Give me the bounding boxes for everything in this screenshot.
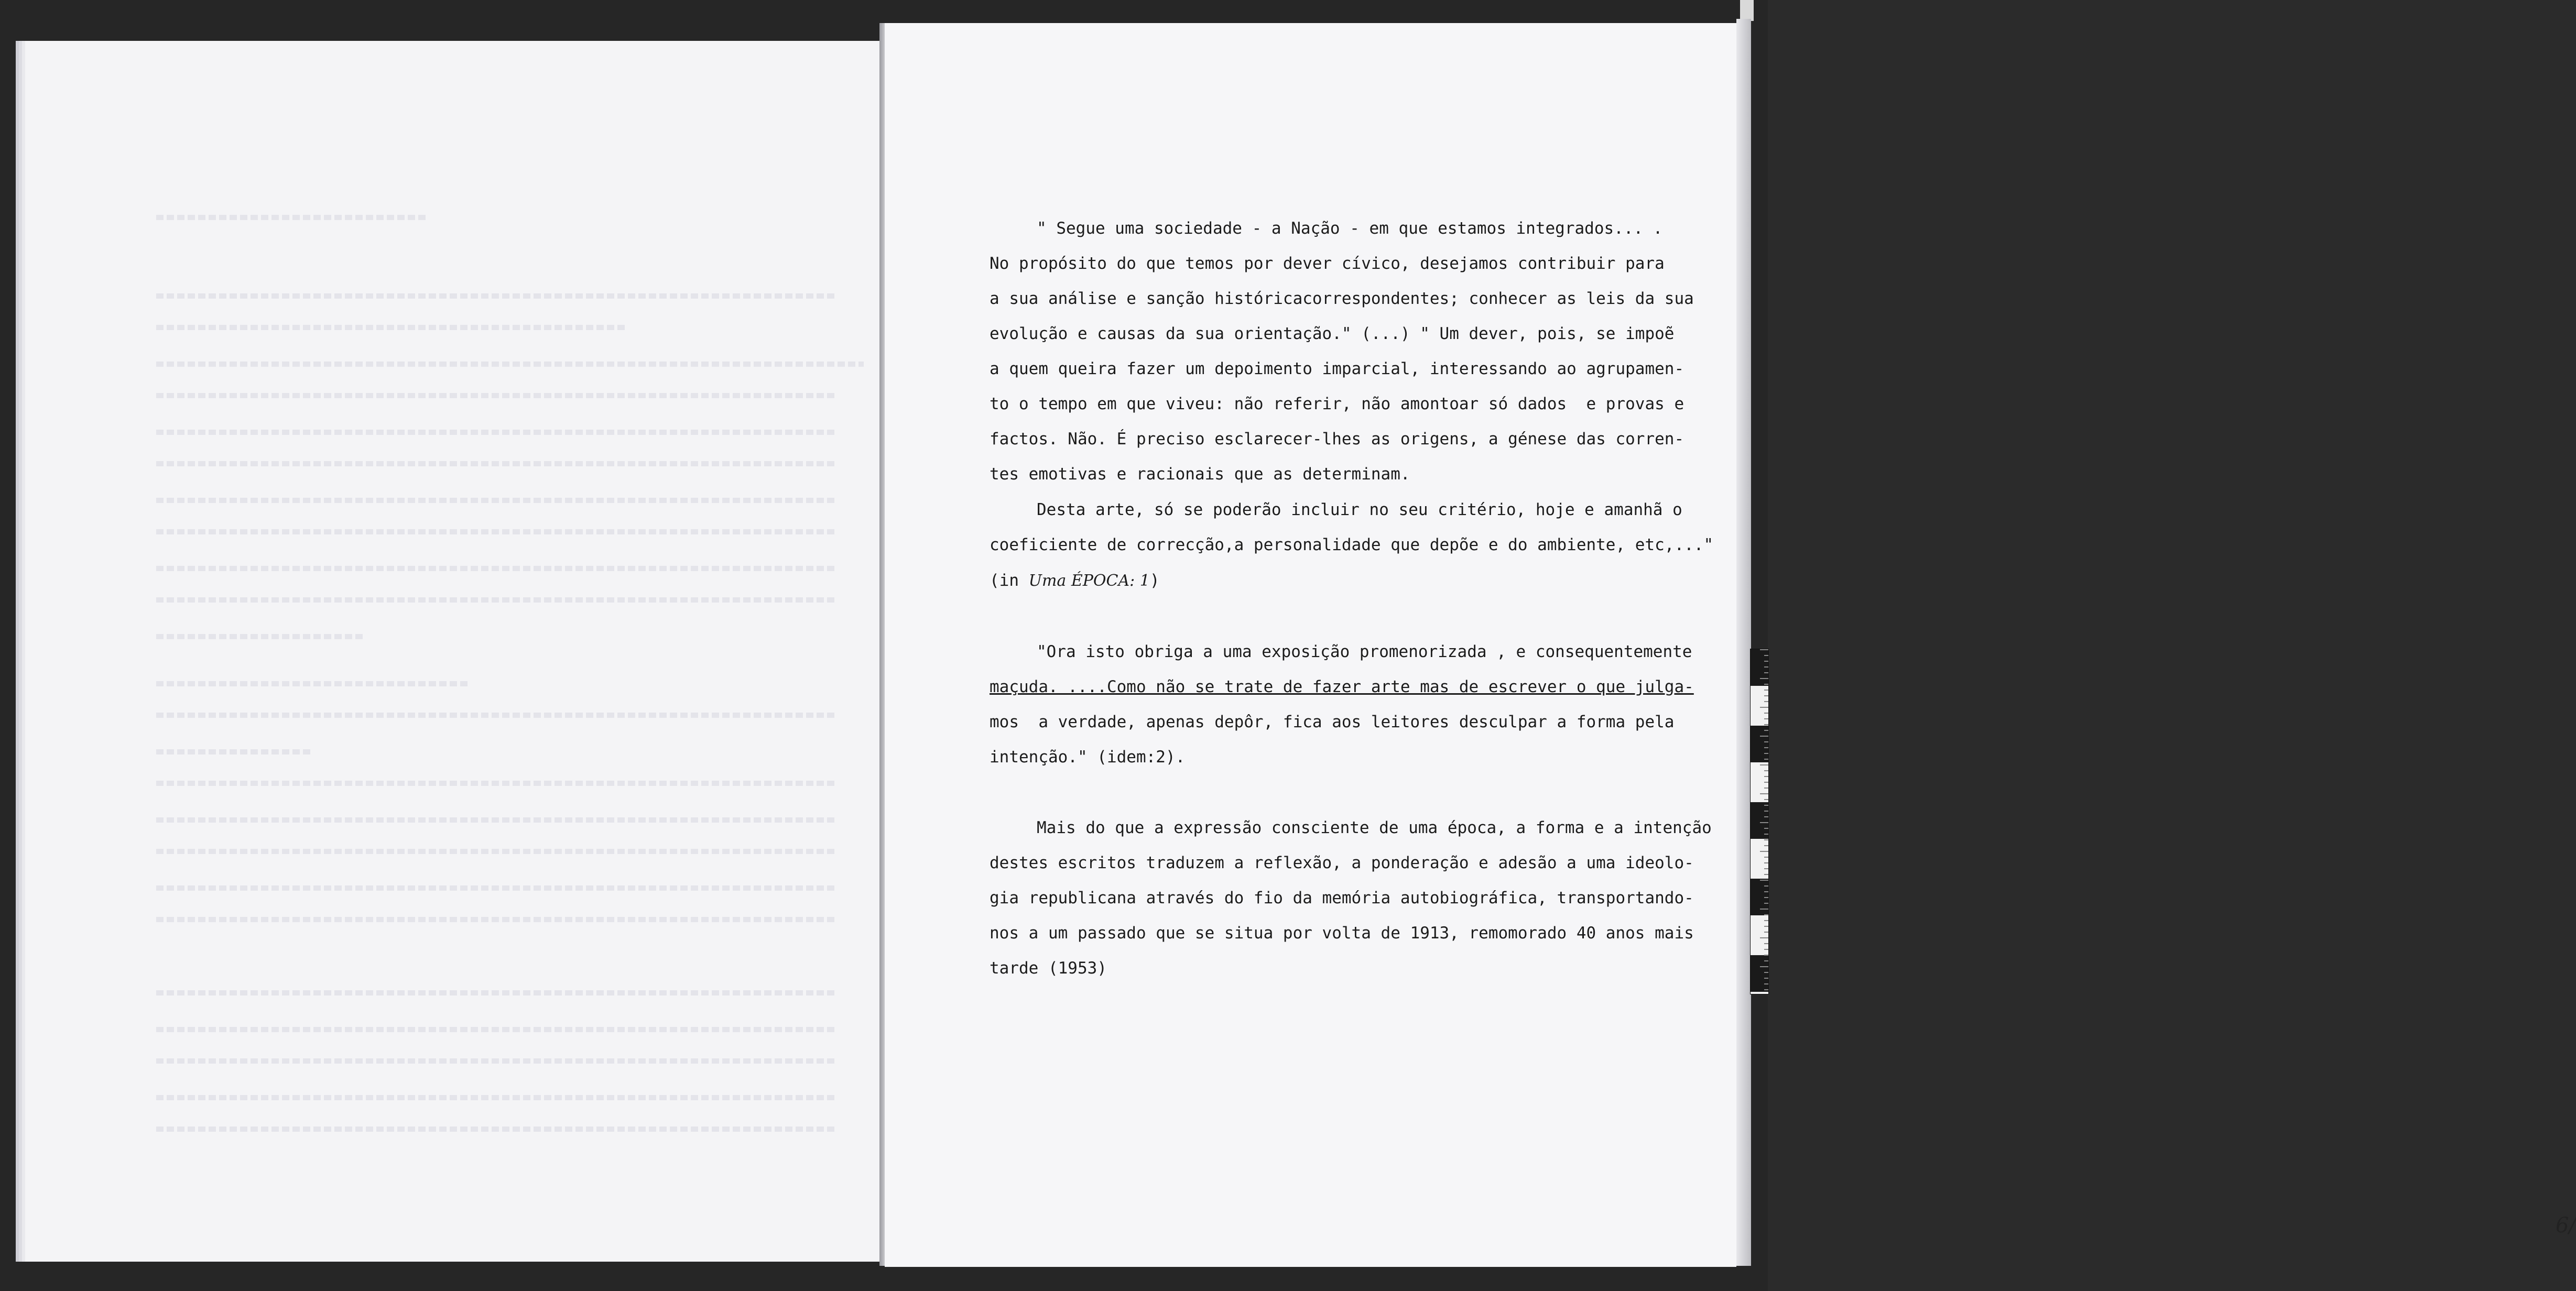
ruler-tick bbox=[1760, 649, 1768, 650]
ruler-tick bbox=[1764, 862, 1768, 863]
ruler-tick bbox=[1764, 983, 1768, 984]
ruler-tick bbox=[1760, 678, 1768, 679]
ruler-tick bbox=[1760, 707, 1768, 708]
ruler-tick bbox=[1764, 891, 1768, 892]
bleed-through-line bbox=[156, 1058, 838, 1064]
text-line: " Segue uma sociedade - a Nação - em que estamos integrados... . bbox=[1037, 219, 1663, 238]
bleed-through-line bbox=[156, 1027, 838, 1032]
text-line: factos. Não. É preciso esclarecer-lhes as origens, a génese das corren- bbox=[990, 430, 1684, 448]
ruler-tick bbox=[1764, 943, 1768, 944]
text-line: No propósito do que temos por dever cívico, desejamos contribuir para bbox=[990, 254, 1665, 273]
ruler-tick bbox=[1764, 914, 1768, 915]
text-line: evolução e causas da sua orientação." (...) " Um dever, pois, se impoẽ bbox=[990, 324, 1675, 343]
ruler-tick bbox=[1764, 684, 1768, 685]
ruler-tick bbox=[1764, 816, 1768, 817]
text-line: destes escritos traduzem a reflexão, a ponderação e adesão a uma ideolo- bbox=[990, 854, 1694, 872]
bleed-through-line bbox=[156, 293, 838, 299]
text-line: nos a um passado que se situa por volta de 1913, remomorado 40 anos mais bbox=[990, 924, 1694, 943]
ruler-tick bbox=[1764, 747, 1768, 748]
ruler-tick bbox=[1764, 989, 1768, 990]
ruler-tick bbox=[1764, 834, 1768, 835]
ruler-tick bbox=[1764, 839, 1768, 840]
ruler-tick bbox=[1760, 736, 1768, 737]
bleed-through-line bbox=[156, 215, 429, 220]
ruler-tick bbox=[1764, 926, 1768, 927]
page-number: 6/ bbox=[2556, 1213, 2576, 1238]
ruler-tick bbox=[1764, 782, 1768, 783]
ruler-segment bbox=[1751, 917, 1768, 954]
text-line: tes emotivas e racionais que as determinam. bbox=[990, 465, 1410, 484]
text-line: a sua análise e sanção históricacorrespondentes; conhecer as leis da sua bbox=[990, 289, 1694, 308]
ruler-tick bbox=[1764, 730, 1768, 731]
text-line: a quem queira fazer um depoimento imparcial, interessando ao agrupamen- bbox=[990, 359, 1684, 378]
ruler-tick bbox=[1764, 799, 1768, 800]
bleed-through-line bbox=[156, 430, 838, 435]
bleed-through-line bbox=[156, 498, 838, 503]
ruler-tick bbox=[1764, 655, 1768, 656]
bleed-through-line bbox=[156, 781, 838, 786]
ruler-tick bbox=[1764, 724, 1768, 725]
ruler-tick bbox=[1760, 909, 1768, 910]
ruler-tick bbox=[1764, 787, 1768, 789]
bleed-through-line bbox=[156, 749, 313, 754]
ruler-tick bbox=[1764, 701, 1768, 702]
citation-line bbox=[990, 571, 1160, 590]
ruler-tick bbox=[1764, 955, 1768, 956]
text-line: "Ora isto obriga a uma exposição promenorizada , e consequentemente bbox=[1037, 642, 1692, 661]
bleed-through-line bbox=[156, 325, 628, 330]
ruler-tick bbox=[1760, 851, 1768, 852]
ruler-tick bbox=[1764, 776, 1768, 777]
ruler-tick bbox=[1764, 811, 1768, 812]
ruler-tick bbox=[1764, 857, 1768, 858]
ruler-tick bbox=[1764, 897, 1768, 898]
ruler-tick bbox=[1764, 828, 1768, 829]
bleed-through-line bbox=[156, 1095, 838, 1100]
bleed-through-line bbox=[156, 529, 838, 534]
bleed-through-line bbox=[156, 634, 366, 639]
ruler-tick bbox=[1764, 920, 1768, 921]
text-line: maçuda. ....Como não se trate de fazer arte mas de escrever o que julga- bbox=[990, 677, 1694, 696]
ruler-tick bbox=[1764, 949, 1768, 950]
ruler-tick bbox=[1764, 666, 1768, 668]
ruler-tick bbox=[1764, 960, 1768, 961]
ruler-tick bbox=[1764, 868, 1768, 869]
ruler-tick bbox=[1764, 661, 1768, 662]
ruler-segment bbox=[1751, 726, 1768, 762]
bleed-through-line bbox=[156, 990, 838, 995]
bleed-through-line bbox=[156, 849, 838, 854]
bleed-through-line bbox=[156, 817, 838, 823]
ruler-tick bbox=[1760, 966, 1768, 967]
citation-handwritten: Uma ÉPOCA: 1 bbox=[1028, 572, 1150, 590]
ruler-tick bbox=[1764, 741, 1768, 742]
text-line: to o tempo em que viveu: não referir, não amontoar só dados e provas e bbox=[990, 395, 1684, 413]
bleed-through-line bbox=[156, 917, 838, 922]
text-line: tarde (1953) bbox=[990, 959, 1107, 978]
bleed-through-line bbox=[156, 713, 838, 718]
ruler-tick bbox=[1764, 805, 1768, 806]
text-line: intenção." (idem:2). bbox=[990, 748, 1186, 767]
page-stack-edge bbox=[1736, 19, 1751, 1266]
citation-prefix: (in bbox=[990, 571, 1019, 590]
ruler-tick bbox=[1760, 822, 1768, 823]
text-line: Desta arte, só se poderão incluir no seu critério, hoje e amanhã o bbox=[1037, 500, 1682, 519]
ruler-tick bbox=[1764, 713, 1768, 714]
ruler-tick bbox=[1764, 932, 1768, 933]
ruler-tick bbox=[1760, 880, 1768, 881]
ruler-tick bbox=[1764, 770, 1768, 771]
ruler-tick bbox=[1764, 874, 1768, 875]
bleed-through-line bbox=[156, 885, 838, 891]
ruler-tick bbox=[1764, 903, 1768, 904]
ruler-tick bbox=[1764, 690, 1768, 691]
scale-ruler bbox=[1750, 649, 1769, 994]
ruler-tick bbox=[1764, 885, 1768, 887]
ruler-tick bbox=[1760, 764, 1768, 765]
ruler-tick bbox=[1760, 937, 1768, 938]
text-line: Mais do que a expressão consciente de uma época, a forma e a intenção bbox=[1037, 818, 1712, 837]
text-line: mos a verdade, apenas depôr, fica aos leitores desculpar a forma pela bbox=[990, 713, 1675, 731]
bleed-through-line bbox=[156, 393, 838, 398]
ruler-tick bbox=[1764, 759, 1768, 760]
ruler-tick bbox=[1764, 672, 1768, 673]
ruler-tick bbox=[1764, 753, 1768, 754]
ruler-tick bbox=[1764, 718, 1768, 719]
bleed-through-line bbox=[156, 1126, 838, 1132]
bleed-through-line bbox=[156, 681, 471, 686]
ruler-tick bbox=[1764, 845, 1768, 846]
bleed-through-line bbox=[156, 597, 838, 603]
ruler-tick bbox=[1764, 978, 1768, 979]
left-page-blank bbox=[25, 41, 879, 1262]
scanner-corner bbox=[1740, 0, 1754, 21]
ruler-tick bbox=[1764, 972, 1768, 973]
bleed-through-line bbox=[156, 461, 838, 466]
bleed-through-line bbox=[156, 566, 838, 571]
citation-suffix: ) bbox=[1149, 571, 1160, 590]
text-line: gia republicana através do fio da memória autobiográfica, transportando- bbox=[990, 889, 1694, 907]
ruler-tick bbox=[1760, 793, 1768, 794]
bleed-through-line bbox=[156, 362, 864, 367]
ruler-tick bbox=[1764, 695, 1768, 696]
bleed-through-text bbox=[25, 41, 879, 1262]
text-line: coeficiente de correcção,a personalidade que depõe e do ambiente, etc,..." bbox=[990, 535, 1714, 554]
